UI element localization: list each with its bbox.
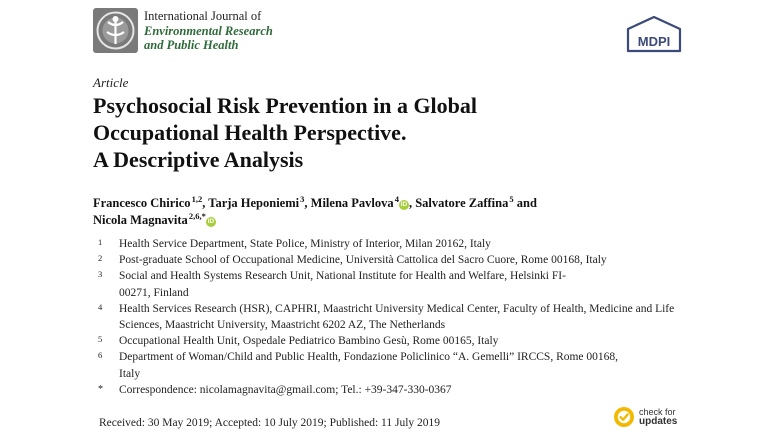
author-name[interactable]: Milena Pavlova	[310, 196, 394, 210]
orcid-icon[interactable]: iD	[207, 218, 215, 225]
affiliation-number: 1	[98, 237, 103, 247]
check-for-updates-badge[interactable]	[613, 404, 683, 430]
journal-name	[144, 9, 273, 53]
affiliation-item	[93, 252, 693, 268]
affiliation-number: 5	[98, 334, 103, 345]
check-updates-line2: updates	[639, 416, 678, 427]
author-separator: ,	[202, 196, 209, 210]
author-affiliation-sup: 3	[300, 194, 305, 204]
affiliation-item	[93, 236, 693, 252]
author-name[interactable]: Nicola Magnavita	[93, 213, 188, 227]
mdpi-logo[interactable]	[625, 15, 683, 53]
affiliation-number: 4	[98, 301, 103, 312]
author-name[interactable]: Tarja Heponiemi	[208, 196, 300, 210]
mdpi-logo-icon	[625, 15, 683, 53]
title-line: A Descriptive Analysis	[93, 147, 304, 172]
journal-emblem-icon	[93, 8, 138, 53]
article-title	[93, 92, 613, 173]
affiliation-text: Social and Health Systems Research Unit, National Institute for Health and Welfare, Helsinki FI-00271, Finland	[119, 270, 566, 299]
affiliation-text: Department of Woman/Child and Public Health, Fondazione Policlinico “A. Gemelli” IRCCS, Rome 00168, Italy	[119, 351, 619, 380]
correspondence-text[interactable]: Correspondence: nicolamagnavita@gmail.com; Tel.: +39-347-330-0367	[119, 383, 452, 396]
author-separator: ,	[408, 196, 416, 210]
journal-name-line1: International Journal of	[144, 9, 262, 23]
article-type: Article	[93, 75, 129, 90]
journal-name-line3: and Public Health	[144, 38, 239, 52]
affiliation-text: Health Services Research (HSR), CAPHRI, Maastricht University Medical Center, Faculty of Health, Medicine and Life Sciences, Maastricht University, Maastricht 6202 AZ, The Netherlands	[119, 302, 675, 332]
author-name[interactable]: Salvatore Zaffina	[415, 196, 509, 210]
affiliation-item	[93, 268, 579, 300]
affiliation-text: Post-graduate School of Occupational Medicine, Università Cattolica del Sacro Cuore, Rome 00168, Italy	[119, 254, 607, 267]
affiliation-number: 6	[98, 350, 103, 361]
affiliation-text: Health Service Department, State Police, Ministry of Interior, Milan 20162, Italy	[119, 238, 491, 250]
mdpi-logo-text: MDPI	[637, 34, 671, 49]
journal-logo[interactable]	[93, 8, 138, 53]
author-affiliation-sup: 2,6,*	[188, 211, 206, 221]
affiliation-number: 2	[98, 253, 103, 264]
affiliation-item	[93, 301, 679, 333]
author-affiliation-sup: 5	[509, 194, 514, 204]
author-list	[93, 195, 653, 229]
affiliation-text: Occupational Health Unit, Ospedale Pediatrico Bambino Gesù, Rome 00165, Italy	[119, 335, 499, 348]
check-updates-icon	[613, 406, 635, 428]
journal-name-line2: Environmental Research	[144, 23, 273, 38]
orcid-icon[interactable]: iD	[400, 201, 408, 208]
author-separator: ,	[304, 196, 311, 210]
correspondence-marker: *	[98, 383, 103, 395]
author-affiliation-sup: 1,2	[191, 194, 203, 204]
author-name[interactable]: Francesco Chirico	[93, 196, 191, 210]
check-updates-text	[639, 407, 677, 427]
publication-dates: Received: 30 May 2019; Accepted: 10 July 2019; Published: 11 July 2019	[99, 417, 441, 429]
affiliation-list	[93, 236, 693, 398]
title-line: Occupational Health Perspective.	[93, 120, 407, 145]
title-line: Psychosocial Risk Prevention in a Global	[93, 93, 478, 118]
author-separator: and	[513, 196, 537, 210]
affiliation-item	[93, 333, 693, 349]
author-affiliation-sup: 4	[394, 194, 399, 204]
check-updates-line1: check for	[639, 407, 676, 417]
affiliation-number: 3	[98, 269, 103, 280]
affiliation-item	[93, 349, 639, 381]
correspondence	[93, 382, 693, 398]
